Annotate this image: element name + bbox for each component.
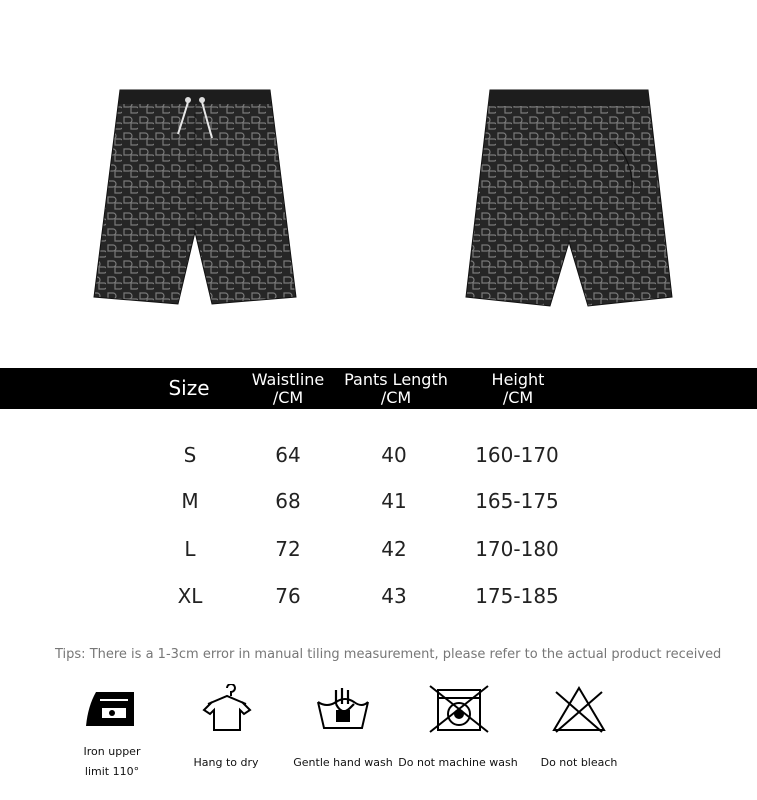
row-l-size: L	[184, 537, 196, 561]
row-s-height: 160-170	[475, 443, 559, 467]
row-m-length: 41	[381, 489, 407, 513]
row-xl-length: 43	[381, 584, 407, 608]
shorts-back-image	[464, 82, 674, 312]
hand-wash-icon	[312, 684, 374, 734]
size-table-header	[0, 368, 757, 409]
hang-dry-icon	[196, 684, 258, 734]
measurement-tips: Tips: There is a 1-3cm error in manual tiling measurement, please refer to the actual product received	[55, 647, 722, 662]
row-s-waist: 64	[275, 443, 301, 467]
header-pants-length: Pants Length /CM	[344, 370, 448, 407]
row-xl-waist: 76	[275, 584, 301, 608]
no-machine-wash-label: Do not machine wash	[398, 756, 518, 769]
row-l-length: 42	[381, 537, 407, 561]
shorts-front-image	[90, 82, 300, 312]
hand-wash-label: Gentle hand wash	[293, 756, 393, 769]
row-l-height: 170-180	[475, 537, 559, 561]
row-s-length: 40	[381, 443, 407, 467]
hang-dry-label: Hang to dry	[193, 756, 259, 769]
row-m-height: 165-175	[475, 489, 559, 513]
row-m-waist: 68	[275, 489, 301, 513]
row-xl-height: 175-185	[475, 584, 559, 608]
row-m-size: M	[181, 489, 199, 513]
header-waistline: Waistline /CM	[251, 370, 325, 407]
iron-icon	[82, 684, 144, 734]
row-s-size: S	[183, 443, 197, 467]
row-xl-size: XL	[177, 584, 203, 608]
no-bleach-icon	[548, 684, 610, 734]
row-l-waist: 72	[275, 537, 301, 561]
iron-label: Iron upper limit 110°	[83, 745, 141, 778]
header-size: Size	[168, 376, 210, 400]
header-height: Height /CM	[491, 370, 545, 407]
no-bleach-label: Do not bleach	[540, 756, 618, 769]
no-machine-wash-icon	[428, 684, 490, 734]
